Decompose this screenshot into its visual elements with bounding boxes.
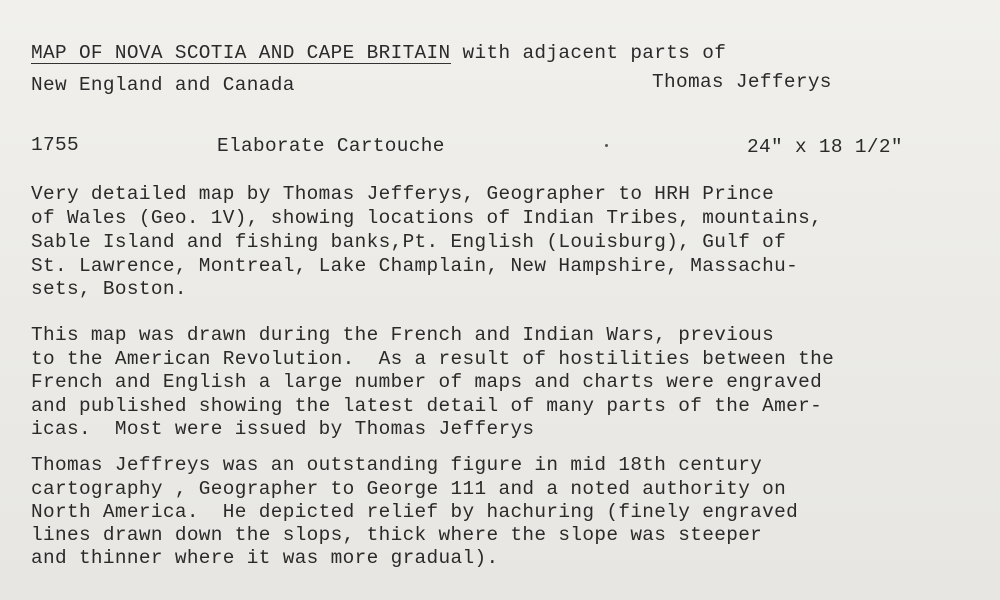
paragraph3-line: Thomas Jeffreys was an outstanding figure in mid 18th century [31, 454, 763, 476]
paragraph1-line: Very detailed map by Thomas Jefferys, Geographer to HRH Prince [31, 183, 775, 205]
stray-ink-dot [605, 144, 608, 147]
map-size: 24" x 18 1/2" [747, 136, 903, 158]
paragraph2-line: to the American Revolution. As a result of hostilities between the [31, 348, 835, 370]
title-line [31, 41, 726, 65]
paragraph3-line: North America. He depicted relief by hachuring (finely engraved [31, 501, 799, 523]
author-name: Thomas Jefferys [652, 71, 832, 93]
subtitle-line: New England and Canada [31, 74, 295, 96]
map-title: MAP OF NOVA SCOTIA AND CAPE BRITAIN [31, 42, 451, 64]
paragraph1-line: St. Lawrence, Montreal, Lake Champlain, New Hampshire, Massachu- [31, 255, 799, 277]
paragraph1-line: Sable Island and fishing banks,Pt. English (Louisburg), Gulf of [31, 231, 787, 253]
title-continuation: with adjacent parts of [450, 42, 727, 64]
paragraph2-line: This map was drawn during the French and Indian Wars, previous [31, 324, 775, 346]
map-year: 1755 [31, 134, 79, 156]
paragraph2-line: icas. Most were issued by Thomas Jefferys [31, 418, 535, 440]
paragraph2-line: and published showing the latest detail of many parts of the Amer- [31, 395, 823, 417]
map-feature: Elaborate Cartouche [217, 135, 445, 157]
paragraph1-line: sets, Boston. [31, 278, 187, 300]
paragraph3-line: lines drawn down the slops, thick where the slope was steeper [31, 524, 763, 546]
paragraph1-line: of Wales (Geo. 1V), showing locations of Indian Tribes, mountains, [31, 207, 823, 229]
paragraph2-line: French and English a large number of maps and charts were engraved [31, 371, 823, 393]
paragraph3-line: and thinner where it was more gradual). [31, 547, 499, 569]
paragraph3-line: cartography , Geographer to George 111 and a noted authority on [31, 478, 787, 500]
